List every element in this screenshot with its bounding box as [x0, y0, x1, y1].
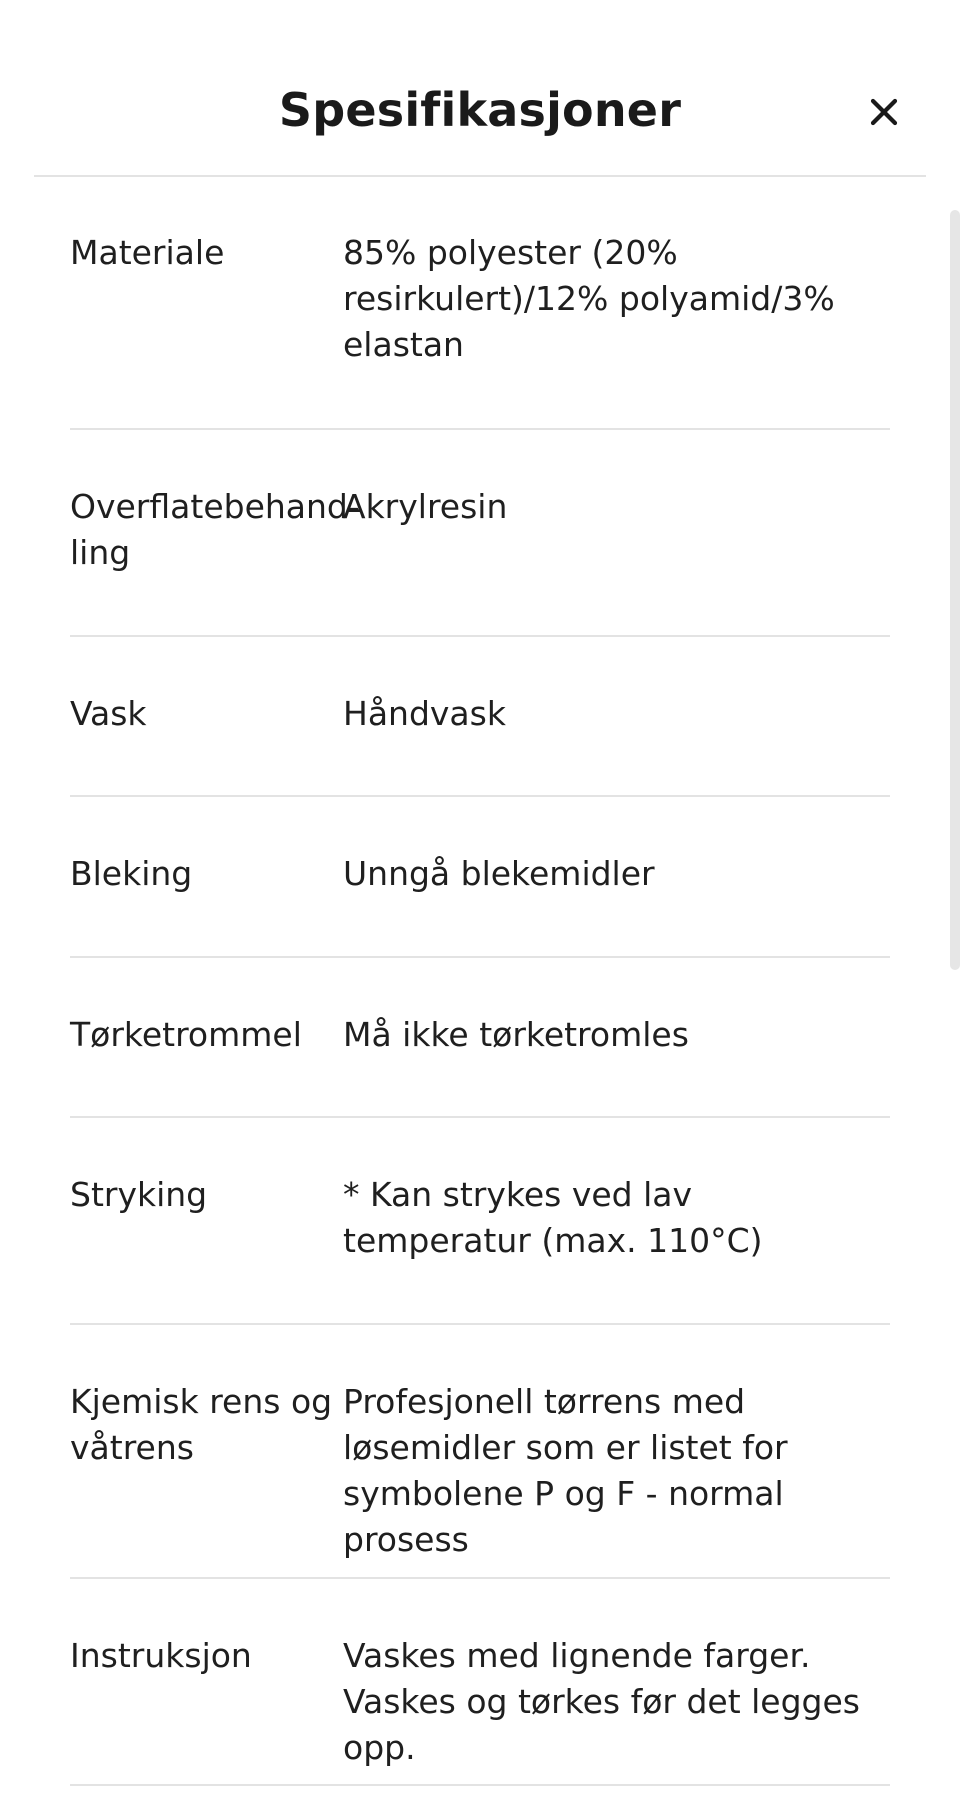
spec-value: Unngå blekemidler [343, 854, 655, 893]
page-title: Spesifikasjoner [278, 83, 682, 137]
spec-value: 85% polyester (20% resirkulert)/12% polyamid/3% elastan [343, 233, 835, 364]
spec-row-torketrommel [70, 958, 890, 1118]
spec-label: Kjemisk rens og våtrens [70, 1382, 333, 1467]
scrollbar[interactable] [950, 210, 960, 970]
spec-row-vask [70, 637, 890, 797]
spec-label: Materiale [70, 233, 225, 272]
spec-label: Instruksjon [70, 1636, 252, 1675]
spec-value: Håndvask [343, 694, 506, 733]
spec-row-overflatebehandling [70, 430, 890, 637]
spec-label: Bleking [70, 854, 193, 893]
spec-value: Må ikke tørketromles [343, 1015, 689, 1054]
spec-row-kjemisk-rens [70, 1325, 890, 1579]
spec-row-bleking [70, 797, 890, 958]
spec-label: Tørketrommel [70, 1015, 302, 1054]
spec-row-stryking [70, 1118, 890, 1325]
close-icon [862, 90, 906, 134]
spec-value: Akrylresin [343, 487, 508, 526]
spec-label: Vask [70, 694, 147, 733]
spec-label: Stryking [70, 1175, 208, 1214]
spec-label: Overflatebehand-ling [70, 487, 360, 572]
spec-row-instruksjon [70, 1579, 890, 1786]
sheet-header [0, 0, 960, 176]
spec-value: Vaskes med lignende farger. Vaskes og tørkes før det legges opp. [343, 1636, 860, 1767]
specification-list [70, 176, 890, 1786]
spec-value: * Kan strykes ved lav temperatur (max. 110°C) [343, 1175, 763, 1260]
spec-value: Profesjonell tørrens med løsemidler som er listet for symbolene P og F - normal prosess [343, 1382, 788, 1559]
close-button[interactable] [862, 90, 906, 134]
spec-row-materiale [70, 176, 890, 430]
